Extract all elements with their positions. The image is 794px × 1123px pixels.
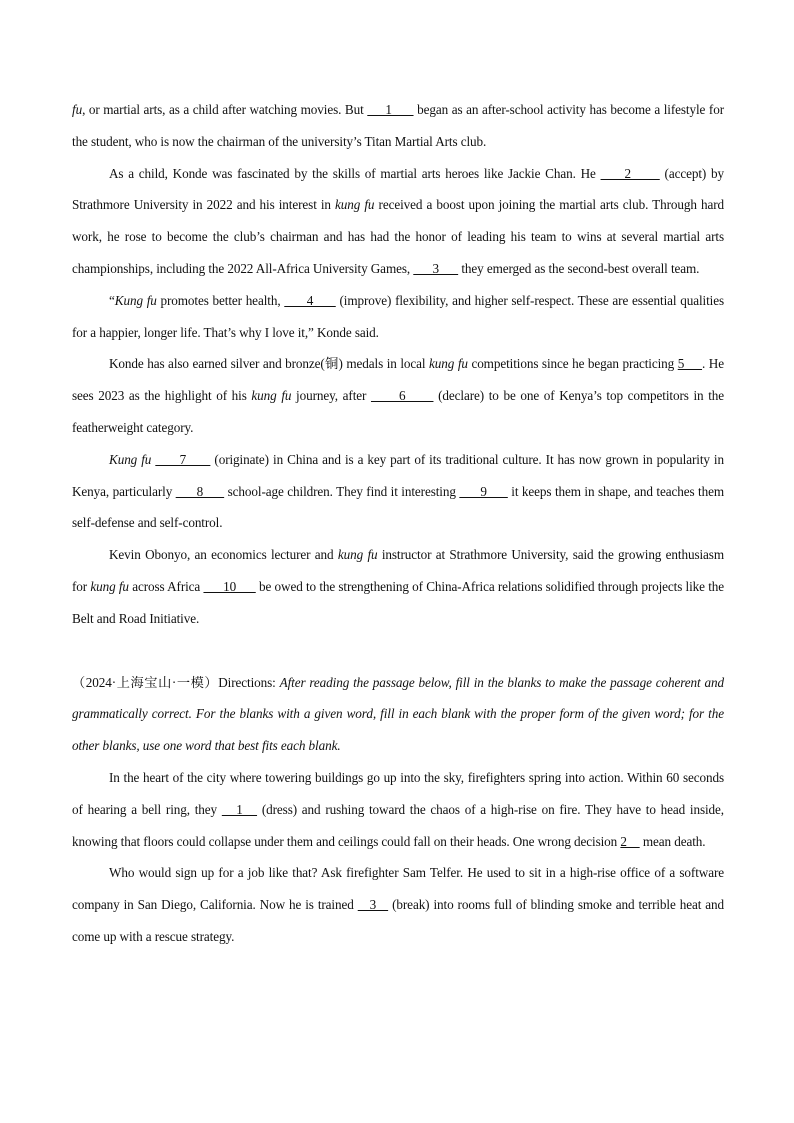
text-run: In the heart of the city where towering buildings go up into the sky, firefighters spring into action. Within 60 seconds of hearing a bell ring, they	[72, 769, 724, 817]
blank-7[interactable]: 7	[155, 451, 211, 467]
section-gap	[72, 635, 724, 667]
text-run: Who would sign up for a job like that? Ask firefighter Sam Telfer. He used to sit in a high-rise office of a software company in San Diego, California. Now he is trained	[72, 865, 724, 913]
text-run: . He sees 2023 as the highlight of his	[72, 356, 724, 404]
blank-6[interactable]: 6	[370, 388, 434, 404]
passage2-paragraph-2	[72, 857, 724, 952]
text-run: across Africa	[128, 578, 204, 594]
passage2-paragraph-1	[72, 762, 724, 857]
text-run: mean death.	[639, 833, 706, 849]
kung-fu-italic: fu	[72, 102, 83, 117]
blank-1[interactable]: 1	[221, 801, 258, 817]
text-run: they emerged as the second-best overall team.	[458, 260, 700, 276]
kung-fu-italic: kung fu	[90, 578, 129, 594]
kung-fu-italic: Kung fu	[109, 451, 152, 467]
passage1-paragraph-5	[72, 444, 724, 539]
text-run: promotes better health,	[156, 292, 285, 308]
passage1-paragraph-3	[72, 285, 724, 349]
blank-2[interactable]: 2	[600, 165, 660, 181]
text-run: As a child, Konde was fascinated by the skills of martial arts heroes like Jackie Chan. He	[109, 165, 601, 181]
passage1-paragraph-6	[72, 539, 724, 634]
directions-text: After reading the passage below, fill in the blanks to make the passage coherent and grammatically correct. For the blanks with a given word, fill in each blank with the proper form of the given word; for the other blanks, use one word that best fits each blank.	[72, 674, 724, 754]
blank-1[interactable]: 1	[367, 102, 414, 117]
passage1-paragraph-2	[72, 158, 724, 285]
text-run: journey, after	[291, 388, 371, 404]
blank-3[interactable]: 3	[413, 260, 459, 276]
text-run: instructor at Strathmore University, said the growing enthusiasm for	[72, 547, 724, 594]
kung-fu-italic: kung fu	[251, 388, 292, 404]
kung-fu-italic: kung fu	[335, 197, 375, 213]
kung-fu-italic: kung fu	[429, 356, 468, 372]
text-run: received a boost upon joining the martial arts club. Through hard work, he rose to become the club’s chairman and has had the honor of leading his team to wins at several martial arts championships, including the 2022 All-Africa University Games,	[72, 197, 724, 276]
text-run: (break) into rooms full of blinding smoke and terrible heat and come up with a rescue strategy.	[72, 897, 725, 944]
text-run: (dress) and rushing toward the chaos of a high-rise on fire. They have to head inside, knowing that floors could collapse under them and ceilings could fall on their heads. One wrong decision	[72, 801, 724, 849]
blank-8[interactable]: 8	[175, 483, 225, 499]
document-page	[72, 94, 724, 953]
text-run: be owed to the strengthening of China-Africa relations solidified through projects like the Belt and Road Initiative.	[72, 578, 725, 626]
text-run: “	[109, 292, 115, 308]
passage1-paragraph-1	[72, 94, 724, 158]
directions-label: Directions:	[218, 674, 280, 690]
source-label: （2024·上海宝山·一模）	[72, 674, 219, 690]
passage1-paragraph-4	[72, 348, 724, 443]
blank-10[interactable]: 10	[203, 578, 256, 594]
passage2-directions	[72, 667, 724, 762]
kung-fu-italic: Kung fu	[114, 292, 157, 308]
text-run: school-age children. They find it interesting	[224, 483, 460, 499]
text-run: (declare) to be one of Kenya’s top competitors in the featherweight category.	[72, 388, 725, 435]
blank-5[interactable]: 5	[677, 356, 703, 372]
text-run: (accept) by Strathmore University in 2022 and his interest in	[72, 165, 724, 213]
blank-9[interactable]: 9	[459, 483, 508, 499]
text-run: it keeps them in shape, and teaches them self-defense and self-control.	[72, 483, 724, 531]
text-run: Kevin Obonyo, an economics lecturer and	[109, 547, 338, 563]
text-run: (originate) in China and is a key part of its traditional culture. It has now grown in popularity in Kenya, particularly	[72, 451, 724, 499]
text-run: began as an after-school activity has become a lifestyle for the student, who is now the chairman of the university’s Titan Martial Arts club.	[72, 102, 724, 149]
text-run: Konde has also earned silver and bronze(铜) medals in local	[109, 356, 430, 372]
blank-2[interactable]: 2	[620, 833, 640, 849]
blank-4[interactable]: 4	[284, 292, 336, 308]
text-run: competitions since he began practicing	[467, 356, 678, 372]
kung-fu-italic: kung fu	[337, 547, 378, 563]
text-run: (improve) flexibility, and higher self-respect. These are essential qualities for a happier, longer life. That’s why I love it,” Konde said.	[72, 292, 725, 340]
blank-3[interactable]: 3	[357, 897, 389, 913]
text-run: , or martial arts, as a child after watching movies. But	[82, 102, 368, 117]
